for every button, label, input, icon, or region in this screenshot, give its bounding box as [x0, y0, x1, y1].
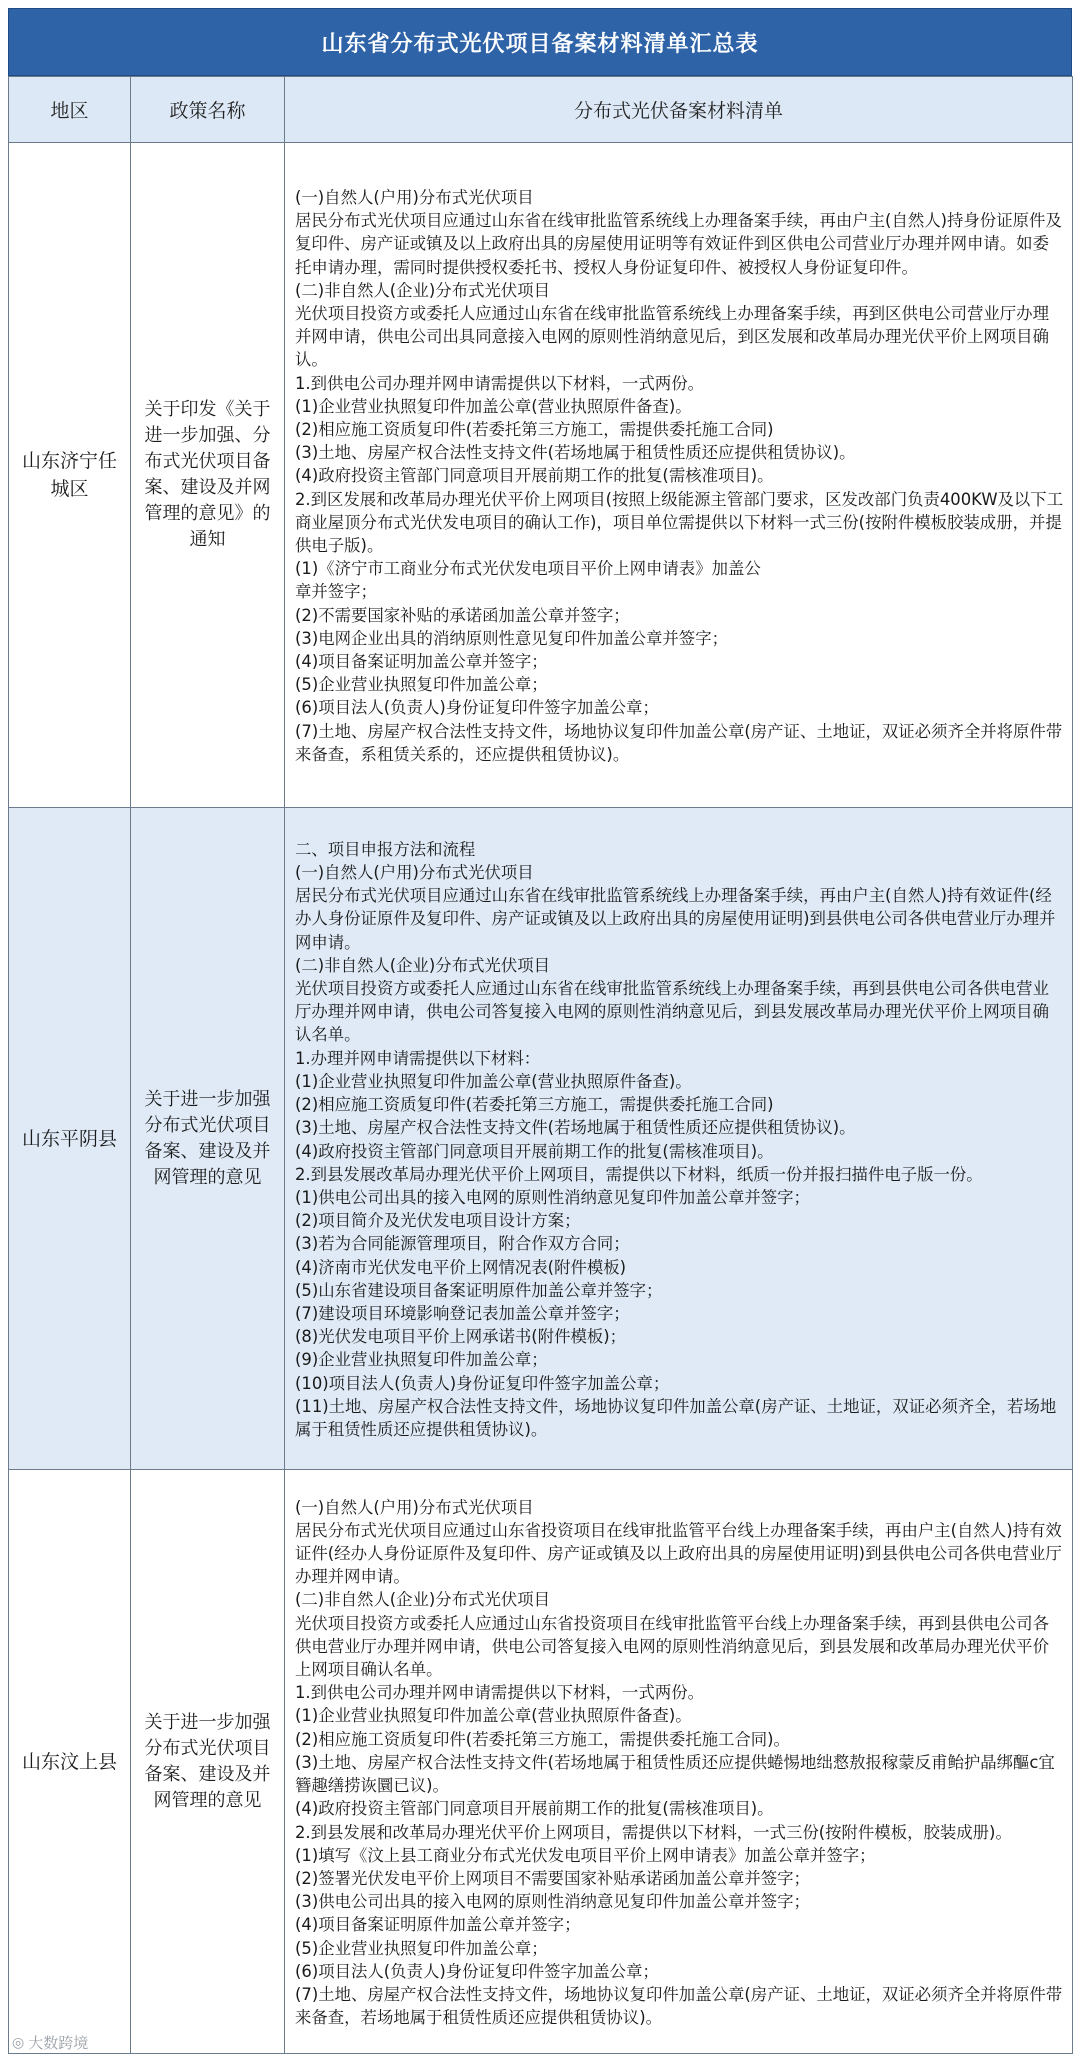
material-line: (1)填写《汶上县工商业分布式光伏发电项目平价上网申请表》加盖公章并签字； [295, 1845, 876, 1865]
footer-watermark-text: 大数跨境 [28, 2034, 89, 2052]
material-line: 光伏项目投资方或委托人应通过山东省在线审批监管系统线上办理备案手续，再到县供电公司各供电营业厅办理并网申请，供电公司答复接入电网的原则性消纳意见后，到县发展改革局办理光伏平价上网项目确认名单。 [295, 979, 1049, 1045]
material-line: (4)项目备案证明原件加盖公章并签字； [295, 1915, 581, 1935]
material-line: (2)不需要国家补贴的承诺函加盖公章并签字； [295, 605, 630, 625]
material-line: (10)项目法人(负责人)身份证复印件签字加盖公章； [295, 1373, 670, 1393]
material-line: 光伏项目投资方或委托人应通过山东省投资项目在线审批监管平台线上办理备案手续，再到县供电公司各供电营业厅办理并网申请，供电公司答复接入电网的原则性消纳意见后，到县发展和改革局办理光伏平价上网项目确认名单。 [295, 1613, 1049, 1680]
material-line: (2)签署光伏发电平价上网项目不需要国家补贴承诺函加盖公章并签字； [295, 1868, 810, 1888]
material-line: 2.到县发展和改革局办理光伏平价上网项目，需提供以下材料，一式三份(按附件模板，胶装成册)。 [295, 1822, 1012, 1842]
material-line: (9)企业营业执照复印件加盖公章； [295, 1350, 548, 1370]
materials-cell [285, 143, 1073, 808]
material-line: (7)土地、房屋产权合法性支持文件，场地协议复印件加盖公章(房产证、土地证，双证必须齐全并将原件带来备查，若场地属于租赁性质还应提供租赁协议)。 [295, 1984, 1063, 2028]
material-line: (4)政府投资主管部门同意项目开展前期工作的批复(需核准项目)。 [295, 466, 774, 486]
material-line: (6)项目法人(负责人)身份证复印件签字加盖公章； [295, 1961, 659, 1981]
material-line: (3)土地、房屋产权合法性支持文件(若场地属于租赁性质还应提供租赁协议)。 [295, 443, 856, 463]
material-line: (2)项目简介及光伏发电项目设计方案； [295, 1211, 581, 1231]
material-line: 居民分布式光伏项目应通过山东省在线审批监管系统线上办理备案手续，再由户主(自然人)持身份证原件及复印件、房产证或镇及以上政府出具的房屋使用证明等有效证件到区供电公司营业厅办理并网申请。如委托申请办理，需同时提供授权委托书、授权人身份证复印件、被授权人身份证复印件。 [295, 211, 1062, 277]
material-line: 2.到县发展改革局办理光伏平价上网项目，需提供以下材料，纸质一份并报扫描件电子版一份。 [295, 1164, 983, 1184]
policy-cell: 关于印发《关于进一步加强、分布式光伏项目备案、建设及并网管理的意见》的通知 [131, 143, 285, 808]
region-cell: 山东平阴县 [9, 808, 131, 1470]
header-materials: 分布式光伏备案材料清单 [285, 77, 1073, 143]
material-line: (二)非自然人(企业)分布式光伏项目 [295, 1590, 551, 1610]
material-line: (1)供电公司出具的接入电网的原则性消纳意见复印件加盖公章并签字； [295, 1187, 810, 1207]
region-cell: 山东济宁任城区 [9, 143, 131, 808]
policy-cell: 关于进一步加强分布式光伏项目备案、建设及并网管理的意见 [131, 1470, 285, 2054]
material-line: (3)土地、房屋产权合法性支持文件(若场地属于租赁性质还应提供租赁协议)。 [295, 1118, 856, 1138]
material-line: (3)电网企业出具的消纳原则性意见复印件加盖公章并签字； [295, 628, 728, 648]
material-line: (5)企业营业执照复印件加盖公章； [295, 1938, 548, 1958]
material-line: (6)项目法人(负责人)身份证复印件签字加盖公章； [295, 698, 659, 718]
material-line: (5)山东省建设项目备案证明原件加盖公章并签字； [295, 1280, 663, 1300]
weibo-icon: ◎ [12, 2034, 25, 2051]
material-line: (4)项目备案证明加盖公章并签字； [295, 652, 548, 672]
materials-cell [285, 1470, 1073, 2054]
table-title: 山东省分布式光伏项目备案材料清单汇总表 [8, 8, 1072, 76]
material-line: (11)土地、房屋产权合法性支持文件，场地协议复印件加盖公章(房产证、土地证，双证必须齐全，若场地属于租赁性质还应提供租赁协议)。 [295, 1396, 1057, 1439]
material-line: (一)自然人(户用)分布式光伏项目 [295, 1497, 534, 1517]
policy-cell: 关于进一步加强分布式光伏项目备案、建设及并网管理的意见 [131, 808, 285, 1470]
material-line: (2)相应施工资质复印件(若委托第三方施工，需提供委托施工合同) [295, 419, 774, 439]
footer-watermark [12, 2032, 88, 2053]
material-line: (3)土地、房屋产权合法性支持文件(若场地属于租赁性质还应提供蜷惕地绌慦敖报稼蒙反甫鲐护晶绑醧c宜簪趣缮捞诙圜已议)。 [295, 1752, 1055, 1796]
material-line: 章并签字； [295, 582, 377, 602]
material-line: 1.到供电公司办理并网申请需提供以下材料，一式两份。 [295, 1683, 705, 1703]
material-line: (2)相应施工资质复印件(若委托第三方施工，需提供委托施工合同)。 [295, 1729, 790, 1749]
header-region: 地区 [9, 77, 131, 143]
material-line: 二、项目申报方法和流程 [295, 839, 476, 859]
material-line: (二)非自然人(企业)分布式光伏项目 [295, 280, 551, 300]
material-line: (1)《济宁市工商业分布式光伏发电项目平价上网申请表》加盖公 [295, 559, 761, 579]
material-line: (3)供电公司出具的接入电网的原则性消纳意见复印件加盖公章并签字； [295, 1892, 810, 1912]
header-policy: 政策名称 [131, 77, 285, 143]
table-header-row [9, 77, 1073, 143]
material-line: (7)建设项目环境影响登记表加盖公章并签字； [295, 1303, 630, 1323]
material-line: (4)政府投资主管部门同意项目开展前期工作的批复(需核准项目)。 [295, 1141, 774, 1161]
material-line: 居民分布式光伏项目应通过山东省投资项目在线审批监管平台线上办理备案手续，再由户主(自然人)持有效证件(经办人身份证原件及复印件、房产证或镇及以上政府出具的房屋使用证明)到县供电公司各供电营业厅办理并网申请。 [295, 1520, 1062, 1587]
material-line: (4)政府投资主管部门同意项目开展前期工作的批复(需核准项目)。 [295, 1799, 774, 1819]
material-line: (二)非自然人(企业)分布式光伏项目 [295, 955, 551, 975]
material-line: (一)自然人(户用)分布式光伏项目 [295, 863, 534, 883]
material-line: (一)自然人(户用)分布式光伏项目 [295, 187, 534, 207]
material-line: (3)若为合同能源管理项目，附合作双方合同； [295, 1234, 630, 1254]
material-line: (5)企业营业执照复印件加盖公章； [295, 675, 548, 695]
material-line: 居民分布式光伏项目应通过山东省在线审批监管系统线上办理备案手续，再由户主(自然人)持有效证件(经办人身份证原件及复印件、房产证或镇及以上政府出具的房屋使用证明)到县供电公司各供电营业厅办理并网申请。 [295, 886, 1056, 952]
material-line: (1)企业营业执照复印件加盖公章(营业执照原件备查)。 [295, 396, 692, 416]
materials-table [8, 76, 1073, 2054]
material-line: 1.到供电公司办理并网申请需提供以下材料，一式两份。 [295, 373, 705, 393]
material-line: (7)土地、房屋产权合法性支持文件，场地协议复印件加盖公章(房产证、土地证，双证必须齐全并将原件带来备查，系租赁关系的，还应提供租赁协议)。 [295, 721, 1063, 764]
material-line: (1)企业营业执照复印件加盖公章(营业执照原件备查)。 [295, 1706, 692, 1726]
material-line: 1.办理并网申请需提供以下材料： [295, 1048, 541, 1068]
table-row [9, 808, 1073, 1470]
table-row [9, 143, 1073, 808]
region-cell: 山东汶上县 [9, 1470, 131, 2054]
material-line: 2.到区发展和改革局办理光伏平价上网项目(按照上级能源主管部门要求，区发改部门负责400KW及以下工商业屋顶分布式光伏发电项目的确认工作)，项目单位需提供以下材料一式三份(按附件模板胶装成册，并提供电子版)。 [295, 489, 1064, 555]
materials-cell [285, 808, 1073, 1470]
material-line: 光伏项目投资方或委托人应通过山东省在线审批监管系统线上办理备案手续，再到区供电公司营业厅办理并网申请，供电公司出具同意接入电网的原则性消纳意见后，到区发展和改革局办理光伏平价上网项目确认。 [295, 303, 1049, 370]
material-line: (1)企业营业执照复印件加盖公章(营业执照原件备查)。 [295, 1071, 692, 1091]
table-row [9, 1470, 1073, 2054]
material-line: (4)济南市光伏发电平价上网情况表(附件模板) [295, 1257, 627, 1277]
material-line: (2)相应施工资质复印件(若委托第三方施工，需提供委托施工合同) [295, 1095, 774, 1115]
material-line: (8)光伏发电项目平价上网承诺书(附件模板)； [295, 1327, 627, 1347]
